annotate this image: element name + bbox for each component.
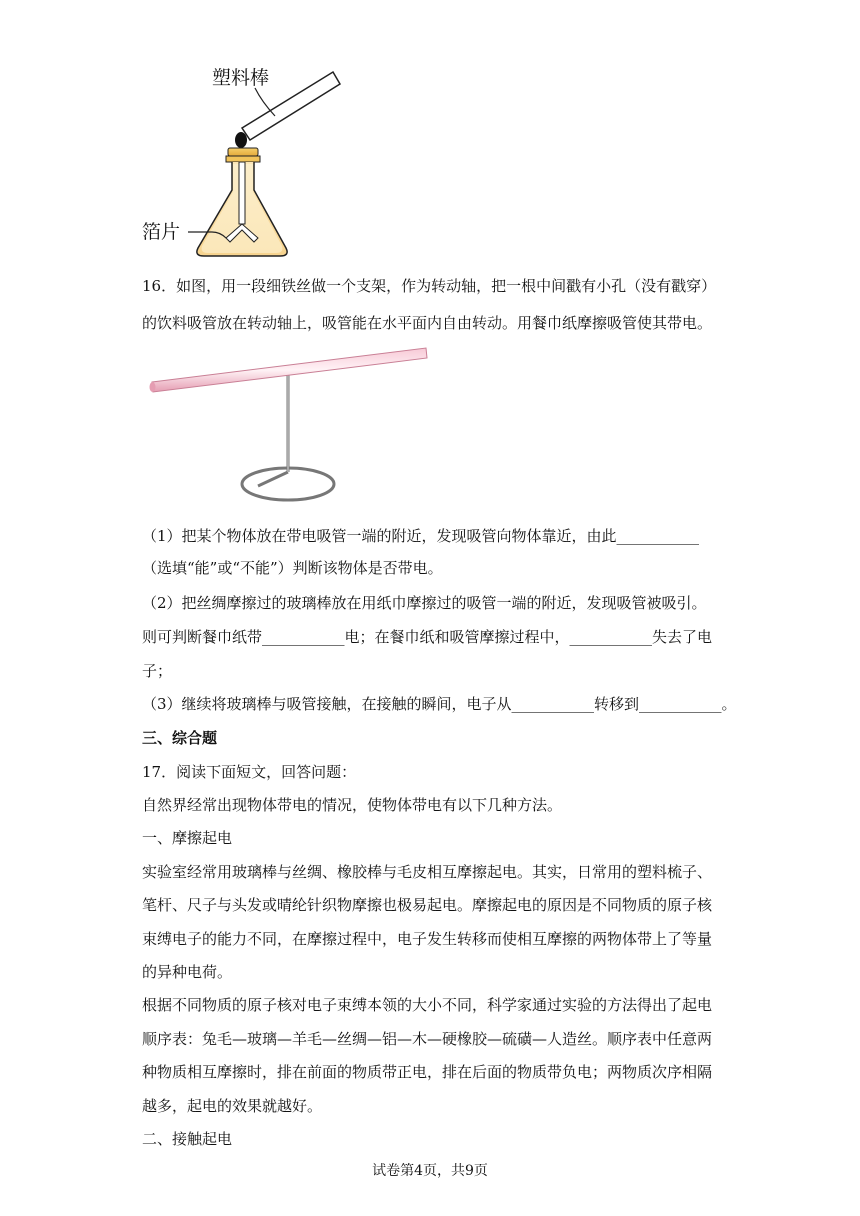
q17-para1-line1: 实验室经常用玻璃棒与丝绸、橡胶棒与毛皮相互摩擦起电。其实，日常用的塑料梳子、 <box>142 863 713 881</box>
metal-ball <box>235 132 247 148</box>
cork <box>228 148 258 156</box>
q17-para1-line3: 束缚电子的能力不同，在摩擦过程中，电子发生转移而使相互摩擦的两物体带上了等量 <box>142 930 713 948</box>
q16-stem-line2: 的饮料吸管放在转动轴上，吸管能在水平面内自由转动。用餐巾纸摩擦吸管使其带电。 <box>142 314 713 332</box>
rod-label: 塑料棒 <box>212 67 270 89</box>
q16-part2-line3: 子； <box>142 662 173 680</box>
q17-para2-line3: 种物质相互摩擦时，排在前面的物质带正电，排在后面的物质带负电；两物质次序相隔 <box>142 1063 713 1081</box>
q17-para2-line4: 越多，起电的效果就越好。 <box>142 1097 323 1115</box>
q17-para2-line1: 根据不同物质的原子核对电子束缚本领的大小不同，科学家通过实验的方法得出了起电 <box>142 996 713 1014</box>
q17-intro: 自然界经常出现物体带电的情况，使物体带电有以下几种方法。 <box>142 796 563 814</box>
q16-part2-line1: （2）把丝绸摩擦过的玻璃棒放在用纸巾摩擦过的吸管一端的附近，发现吸管被吸引。 <box>142 594 707 612</box>
page-footer: 试卷第4页，共9页 <box>372 1163 488 1179</box>
q16-part2-line2: 则可判断餐巾纸带___________电；在餐巾纸和吸管摩擦过程中，___________失去了电 <box>142 628 713 646</box>
q16-part1-line2: （选填“能”或“不能”）判断该物体是否带电。 <box>142 559 443 577</box>
stand-base <box>258 472 288 486</box>
q17-para2-line2: 顺序表：兔毛—玻璃—羊毛—丝绸—铝—木—硬橡胶—硫磺—人造丝。顺序表中任意两 <box>142 1030 713 1048</box>
q16-part1-line1: （1）把某个物体放在带电吸管一端的附近，发现吸管向物体靠近，由此___________ <box>142 527 700 545</box>
q16-stem-line1: 16．如图，用一段细铁丝做一个支架，作为转动轴，把一根中间戳有小孔（没有戳穿） <box>142 277 717 295</box>
q17-subheading-2: 二、接触起电 <box>142 1130 233 1148</box>
q17-stem: 17．阅读下面短文，回答问题： <box>142 763 357 781</box>
q17-subheading-1: 一、摩擦起电 <box>142 829 233 847</box>
q16-part3-line1: （3）继续将玻璃棒与吸管接触，在接触的瞬间，电子从___________转移到___________。 <box>142 695 737 713</box>
straw-stand-figure <box>148 344 433 506</box>
foil-label: 箔片 <box>142 221 181 243</box>
electroscope-figure <box>140 60 380 270</box>
q17-para1-line4: 的异种电荷。 <box>142 963 233 981</box>
section-heading: 三、综合题 <box>142 729 218 747</box>
q17-para1-line2: 笔杆、尺子与头发或晴纶针织物摩擦也极易起电。摩擦起电的原因是不同物质的原子核 <box>142 896 713 914</box>
